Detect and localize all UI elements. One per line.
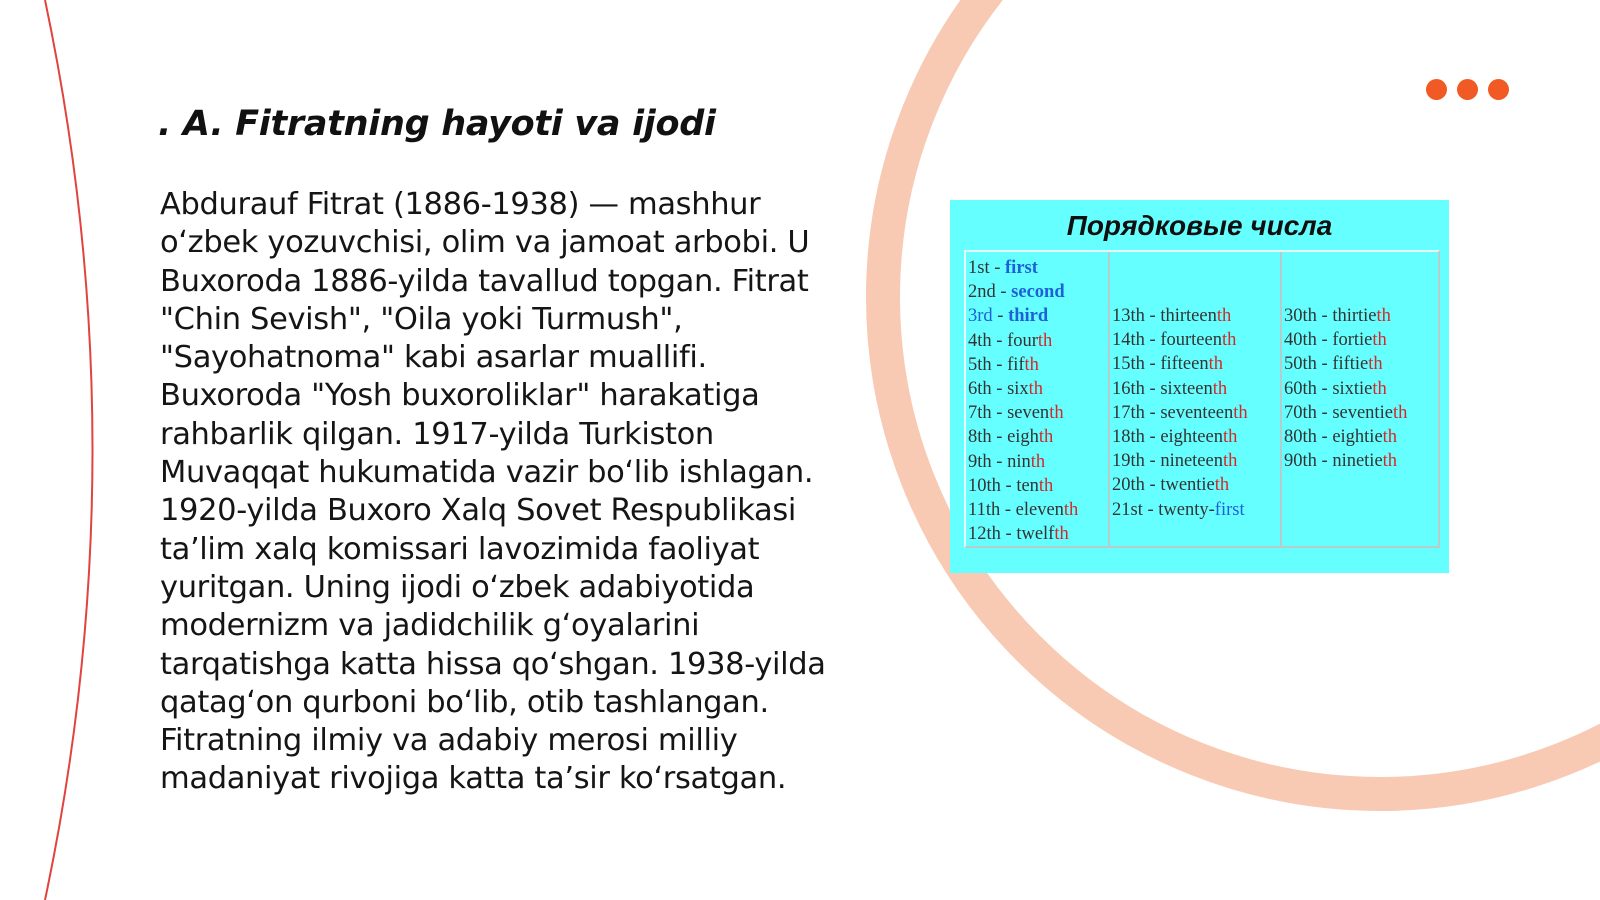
ordinal-suffix: th <box>1030 451 1046 472</box>
ordinal-row <box>966 498 1108 522</box>
ordinal-row <box>1282 425 1438 449</box>
ordinal-suffix: first <box>1214 499 1245 520</box>
ordinal-word: seven <box>1007 403 1050 424</box>
ordinal-word: ninetie <box>1332 451 1383 472</box>
ordinal-row <box>1282 328 1438 352</box>
ordinal-row <box>1110 449 1280 473</box>
ordinal-suffix: th <box>1376 306 1391 326</box>
ordinal-separator: - <box>1144 451 1161 472</box>
ordinal-number: 14th <box>1112 330 1145 351</box>
ordinal-number: 1st <box>968 258 990 278</box>
ordinal-separator: - <box>991 427 1008 448</box>
ordinal-suffix: th <box>1382 426 1398 447</box>
ordinal-separator: - <box>991 451 1008 472</box>
ordinal-separator: - <box>1316 451 1333 472</box>
ordinal-separator: - <box>1000 499 1016 520</box>
ordinal-row <box>966 474 1108 498</box>
ordinal-number: 9th <box>968 451 992 472</box>
ordinal-number: 10th <box>968 475 1001 496</box>
ordinal-number: 17th <box>1112 402 1145 423</box>
ordinal-row <box>966 353 1108 377</box>
ordinal-row <box>1282 352 1438 376</box>
body-line: madaniyat rivojiga katta ta’sir ko‘rsatgan. <box>160 761 787 797</box>
ordinal-separator: - <box>1316 354 1333 375</box>
more-dots-icon <box>1426 79 1509 100</box>
ordinal-suffix: th <box>1049 403 1064 424</box>
ordinal-number: 15th <box>1112 354 1145 375</box>
ordinal-suffix: th <box>1222 426 1238 447</box>
ordinal-word: fif <box>1007 354 1025 375</box>
ordinal-separator: - <box>992 306 1009 327</box>
ordinal-word: eightie <box>1332 426 1383 447</box>
ordinal-suffix: th <box>1038 475 1054 496</box>
ordinal-word: eigh <box>1007 427 1039 448</box>
ordinal-row <box>1282 377 1438 401</box>
body-line: Buxoroda "Yosh buxoroliklar" harakatiga <box>160 378 760 414</box>
ordinal-separator: - <box>1144 378 1161 399</box>
body-line: Buxoroda 1886-yilda tavallud topgan. Fitrat <box>160 263 809 299</box>
ordinal-row <box>966 304 1108 328</box>
ordinal-row <box>966 280 1108 304</box>
ordinal-number: 8th <box>968 427 992 448</box>
ordinal-row <box>1110 473 1280 497</box>
ordinal-number: 12th <box>968 524 1001 545</box>
dot <box>1488 79 1509 100</box>
ordinal-suffix: th <box>1233 402 1248 423</box>
ordinal-row <box>1282 401 1438 425</box>
ordinal-row <box>1282 304 1438 328</box>
ordinal-row <box>966 377 1108 401</box>
ordinal-number: 5th <box>968 354 992 375</box>
ordinal-number: 21st <box>1112 499 1143 520</box>
ordinal-row <box>1110 328 1280 352</box>
ordinal-separator: - <box>1316 402 1333 423</box>
ordinals-column-3 <box>1280 252 1438 546</box>
ordinals-column-1 <box>966 252 1108 546</box>
ordinal-word: four <box>1007 330 1038 351</box>
ordinal-row <box>1110 304 1280 328</box>
ordinal-separator: - <box>1144 330 1161 351</box>
ordinal-separator: - <box>991 403 1008 424</box>
ordinal-suffix: th <box>1212 378 1228 399</box>
ordinal-separator: - <box>995 282 1012 303</box>
body-line: "Sayohatnoma" kabi asarlar muallifi. <box>160 340 707 376</box>
ordinal-word: sixtie <box>1332 378 1373 399</box>
ordinal-word: eleven <box>1015 499 1064 520</box>
body-line: tarqatishga katta hissa qo‘shgan. 1938-yilda <box>160 646 826 682</box>
ordinal-suffix: th <box>1054 524 1069 545</box>
dot <box>1457 79 1478 100</box>
ordinal-word: fortie <box>1332 330 1373 351</box>
body-line: Muvaqqat hukumatida vazir bo‘lib ishlagan. <box>160 455 814 491</box>
ordinal-row <box>1110 377 1280 401</box>
ordinal-suffix: th <box>1368 354 1383 375</box>
ordinal-suffix: th <box>1038 427 1054 448</box>
ordinal-separator: - <box>1316 378 1333 399</box>
ordinal-separator: - <box>989 258 1006 278</box>
body-line: yuritgan. Uning ijodi o‘zbek adabiyotida <box>160 569 755 605</box>
ordinal-number: 11th <box>968 499 1001 520</box>
ordinal-number: 50th <box>1284 354 1317 375</box>
ordinal-separator: - <box>1142 499 1159 520</box>
ordinal-number: 2nd <box>968 282 996 303</box>
body-line: Abdurauf Fitrat (1886-1938) — mashhur <box>160 187 761 222</box>
ordinals-column-2 <box>1108 252 1280 546</box>
ordinal-number: 80th <box>1284 426 1317 447</box>
ordinal-word: twenty- <box>1158 499 1215 520</box>
ordinal-separator: - <box>991 330 1008 351</box>
ordinal-word: ten <box>1016 475 1039 496</box>
ordinal-row <box>966 450 1108 474</box>
ordinal-word: third <box>1008 306 1049 327</box>
ordinal-row <box>966 425 1108 449</box>
body-line: rahbarlik qilgan. 1917-yilda Turkiston <box>160 416 714 452</box>
ordinal-word: twelf <box>1016 524 1055 545</box>
ordinal-word: seventie <box>1332 402 1393 423</box>
ordinal-word: seventeen <box>1160 402 1234 423</box>
ordinal-row <box>1110 401 1280 425</box>
ordinals-grid <box>964 250 1440 548</box>
ordinal-number: 4th <box>968 330 992 351</box>
ordinal-word: fiftie <box>1332 354 1369 375</box>
ordinal-number: 3rd <box>968 306 993 327</box>
ordinal-suffix: th <box>1222 451 1238 472</box>
ordinal-separator: - <box>1144 402 1161 423</box>
ordinal-suffix: th <box>1382 451 1398 472</box>
ordinal-word: second <box>1011 282 1065 303</box>
body-line: o‘zbek yozuvchisi, olim va jamoat arbobi. U <box>160 225 810 261</box>
ordinal-number: 20th <box>1112 475 1145 496</box>
ordinal-row <box>966 256 1108 280</box>
ordinals-table-title: Порядковые числа <box>1066 210 1333 241</box>
dot <box>1426 79 1447 100</box>
ordinal-number: 60th <box>1284 378 1317 399</box>
ordinals-table-image <box>950 200 1449 573</box>
ordinal-word: fifteen <box>1160 354 1209 375</box>
ordinal-number: 16th <box>1112 378 1145 399</box>
slide-title: . A. Fitratning hayoti va ijodi <box>158 104 716 144</box>
ordinal-separator: - <box>1000 524 1017 545</box>
body-line: qatag‘on qurboni bo‘lib, otib tashlangan. <box>160 684 769 720</box>
ordinal-number: 7th <box>968 403 992 424</box>
ordinal-separator: - <box>991 378 1008 399</box>
ordinal-row <box>1110 352 1280 376</box>
ordinal-word: nineteen <box>1160 451 1223 472</box>
ordinal-separator: - <box>1316 426 1333 447</box>
ordinal-row <box>966 401 1108 425</box>
ordinal-separator: - <box>1144 426 1161 447</box>
ordinal-separator: - <box>1144 354 1161 375</box>
ordinal-number: 70th <box>1284 402 1317 423</box>
ordinal-word: sixteen <box>1160 378 1213 399</box>
ordinal-separator: - <box>991 354 1008 375</box>
body-line: ta’lim xalq komissari lavozimida faoliyat <box>160 531 760 567</box>
ordinal-word: six <box>1007 378 1029 399</box>
ordinal-suffix: th <box>1216 306 1232 326</box>
ordinal-word: fourteen <box>1160 330 1222 351</box>
ordinal-number: 19th <box>1112 451 1145 472</box>
ordinal-suffix: th <box>1392 402 1408 423</box>
body-line: Fitratning ilmiy va adabiy merosi milliy <box>160 723 738 759</box>
ordinal-separator: - <box>1144 475 1161 496</box>
ordinal-word: thirtie <box>1332 306 1377 326</box>
left-curve-line <box>45 0 93 900</box>
ordinal-suffix: th <box>1208 354 1223 375</box>
ordinal-number: 6th <box>968 378 992 399</box>
ordinal-number: 13th <box>1112 306 1145 326</box>
ordinal-word: first <box>1005 258 1038 278</box>
ordinal-number: 90th <box>1284 451 1317 472</box>
ordinal-suffix: th <box>1037 330 1053 351</box>
ordinal-suffix: th <box>1063 499 1079 520</box>
body-line: modernizm va jadidchilik g‘oyalarini <box>160 608 700 644</box>
body-line: "Chin Sevish", "Oila yoki Turmush", <box>160 301 683 337</box>
ordinal-number: 30th <box>1284 306 1317 326</box>
ordinal-suffix: th <box>1372 378 1387 399</box>
ordinal-number: 18th <box>1112 426 1145 447</box>
ordinal-separator: - <box>1000 475 1017 496</box>
ordinal-row <box>1282 449 1438 473</box>
ordinal-row <box>966 329 1108 353</box>
ordinal-word: thirteen <box>1160 306 1217 326</box>
ordinal-suffix: th <box>1028 378 1044 399</box>
ordinal-suffix: th <box>1214 475 1230 496</box>
ordinal-separator: - <box>1316 330 1333 351</box>
ordinal-suffix: th <box>1024 354 1039 375</box>
body-line: 1920-yilda Buxoro Xalq Sovet Respublikasi <box>160 493 796 529</box>
ordinal-separator: - <box>1144 306 1161 326</box>
ordinal-suffix: th <box>1221 330 1237 351</box>
ordinal-row <box>1110 425 1280 449</box>
ordinal-suffix: th <box>1372 330 1387 351</box>
ordinal-row <box>966 522 1108 546</box>
ordinal-word: eighteen <box>1160 426 1223 447</box>
ordinal-word: twentie <box>1160 475 1215 496</box>
body-paragraph <box>160 186 860 799</box>
ordinal-number: 40th <box>1284 330 1317 351</box>
ordinal-row <box>1110 498 1280 522</box>
ordinal-separator: - <box>1316 306 1333 326</box>
ordinal-word: nin <box>1007 451 1031 472</box>
